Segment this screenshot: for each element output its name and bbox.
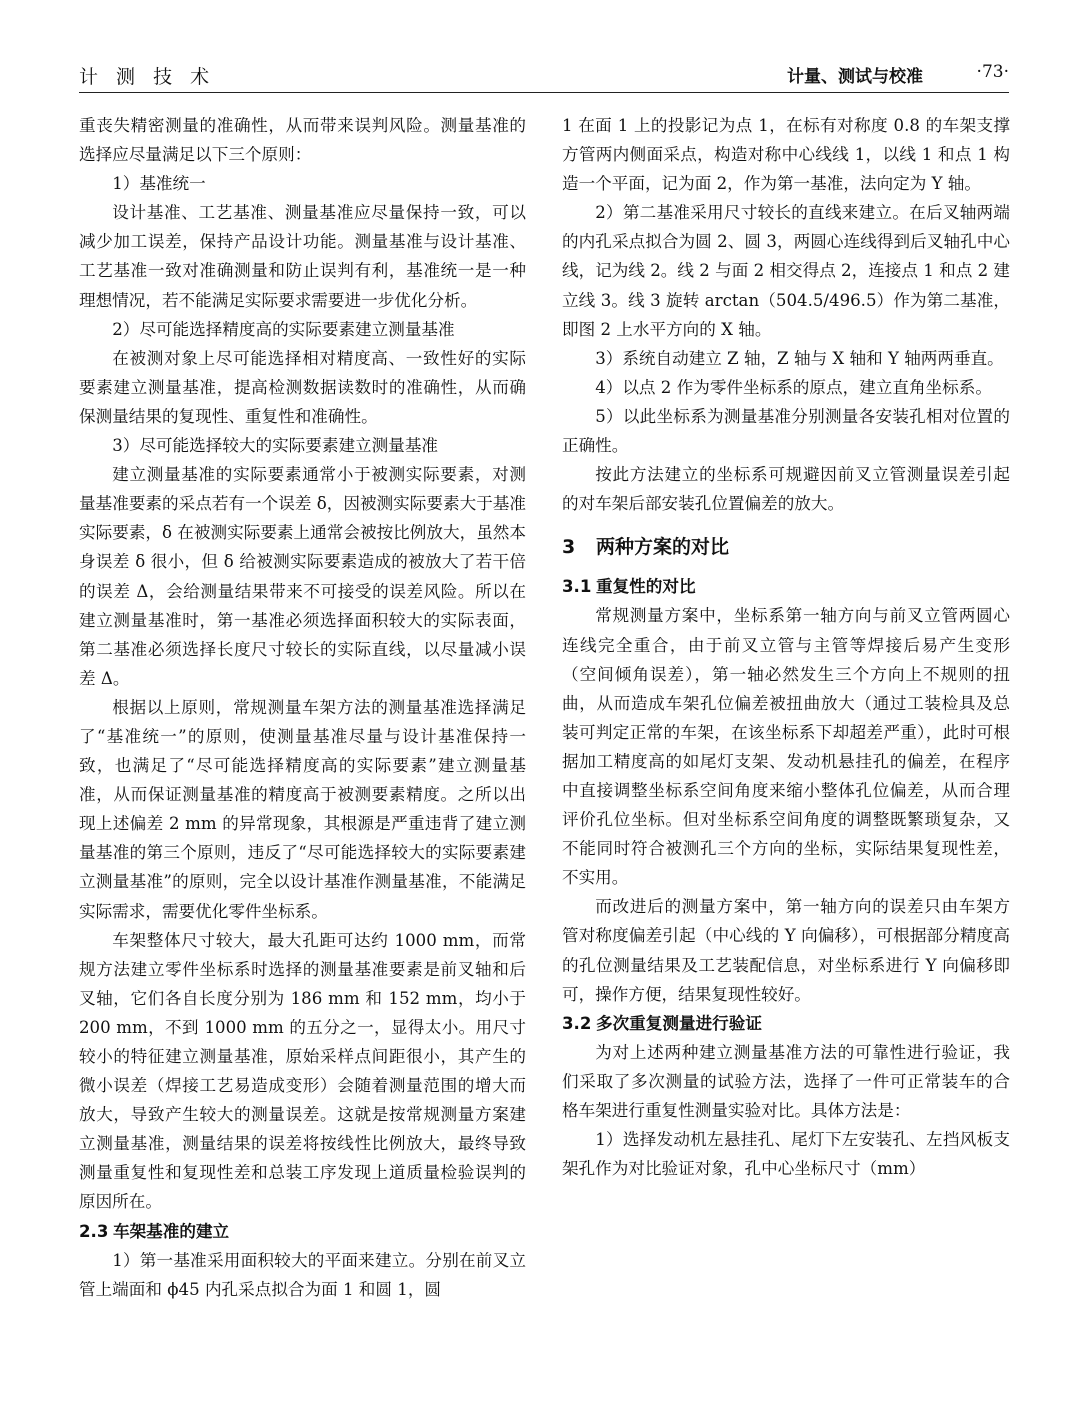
paragraph: 重丧失精密测量的准确性，从而带来误判风险。测量基准的选择应尽量满足以下三个原则：	[79, 116, 526, 165]
paragraph: 而改进后的测量方案中，第一轴方向的误差只由车架方管对称度偏差引起（中心线的 Y 向偏移），可根据部分精度高的孔位测量结果及工艺装配信息，对坐标系进行 Y 向偏移即可，操作方便，结果复现性较好。	[562, 897, 1010, 1004]
paragraph: 在被测对象上尽可能选择相对精度高、一致性好的实际要素建立测量基准，提高检测数据读数时的准确性，从而确保测量结果的复现性、重复性和准确性。	[79, 348, 526, 426]
paragraph: 车架整体尺寸较大，最大孔距可达约 1000 mm，而常规方法建立零件坐标系时选择的测量基准要素是前叉轴和后叉轴，它们各自长度分别为 186 mm 和 152 mm，均小于 200 mm，不到 1000 mm 的五分之一，显得太小。用尺寸较小的特征建立测量基准，原始采样点间距很小，其产生的微小误差（焊接工艺易造成变形）会随着测量范围的增大而放大，导致产生较大的测量误差。这就是按常规测量方案建立测量基准，测量结果的误差将按线性比例放大，最终导致测量重复性和复现性差和总装工序发现上道质量检验误判的原因所在。	[79, 930, 526, 1212]
subsection-heading	[562, 1009, 1010, 1038]
section-number: 3	[562, 536, 576, 559]
paragraph: 5）以此坐标系为测量基准分别测量各安装孔相对位置的正确性。	[562, 406, 1010, 456]
page-number: ·73·	[976, 62, 1009, 82]
paragraph: 常规测量方案中，坐标系第一轴方向与前叉立管两圆心连线完全重合，由于前叉立管与主管等焊接后易产生变形（空间倾角误差），第一轴必然发生三个方向上不规则的扭曲，从而造成车架孔位偏差被扭曲放大（通过工装检具及总装可判定正常的车架，在该坐标系下却超差严重），此时可根据加工精度高的如尾灯支架、发动机悬挂孔的偏差，在程序中直接调整坐标系空间角度来缩小整体孔位偏差，从而合理评价孔位坐标。但对坐标系空间角度的调整既繁琐复杂，又不能同时符合被测孔三个方向的坐标，实际结果复现性差，不实用。	[562, 606, 1010, 888]
paragraph: 为对上述两种建立测量基准方法的可靠性进行验证，我们采取了多次测量的试验方法，选择了一件可正常装车的合格车架进行重复性测量实验对比。具体方法是：	[562, 1042, 1010, 1120]
principle-heading: 2）尽可能选择精度高的实际要素建立测量基准	[112, 319, 455, 339]
paragraph: 2）第二基准采用尺寸较长的直线来建立。在后叉轴两端的内孔采点拟合为圆 2、圆 3，两圆心连线得到后叉轴孔中心线，记为线 2。线 2 与面 2 相交得点 2，连接点 1 和点 2 建立线 3。线 3 旋转 arctan（504.5/496.5）作为第二基准，即图 2 上水平方向的 X 轴。	[562, 203, 1010, 339]
left-column	[79, 111, 526, 1304]
subsection-title: 多次重复测量进行验证	[596, 1013, 762, 1033]
principle-heading: 3）尽可能选择较大的实际要素建立测量基准	[112, 436, 439, 456]
subsection-number: 2.3	[79, 1221, 109, 1241]
section-name: 计量、测试与校准	[787, 67, 923, 87]
paragraph: 按此方法建立的坐标系可规避因前叉立管测量误差引起的对车架后部安装孔位置偏差的放大。	[562, 465, 1010, 514]
paragraph: 3）系统自动建立 Z 轴，Z 轴与 X 轴和 Y 轴两两垂直。	[595, 348, 1004, 368]
right-column	[562, 111, 1010, 1183]
paragraph: 1）选择发动机左悬挂孔、尾灯下左安装孔、左挡风板支架孔作为对比验证对象，孔中心坐标尺寸（mm）	[562, 1130, 1010, 1179]
paragraph: 根据以上原则，常规测量车架方法的测量基准选择满足了“基准统一”的原则，使测量基准尽量与设计基准保持一致，也满足了“尽可能选择精度高的实际要素”建立测量基准，从而保证测量基准的精度高于被测要素精度。之所以出现上述偏差 2 mm 的异常现象，其根源是严重违背了建立测量基准的第三个原则，违反了“尽可能选择较大的实际要素建立测量基准”的原则，完全以设计基准作测量基准，不能满足实际需求，需要优化零件坐标系。	[79, 697, 526, 921]
running-header	[79, 60, 1009, 93]
paragraph: 1）第一基准采用面积较大的平面来建立。分别在前叉立管上端面和 ϕ45 内孔采点拟合为面 1 和圆 1，圆	[79, 1250, 526, 1299]
section-heading	[562, 532, 1010, 562]
journal-name: 计 测 技 术	[79, 66, 216, 88]
paragraph: 4）以点 2 作为零件坐标系的原点，建立直角坐标系。	[595, 377, 992, 397]
subsection-title: 重复性的对比	[596, 577, 696, 597]
subsection-number: 3.2	[562, 1013, 592, 1033]
paragraph: 建立测量基准的实际要素通常小于被测实际要素，对测量基准要素的采点若有一个误差 δ，因被测实际要素大于基准实际要素，δ 在被测实际要素上通常会被按比例放大，虽然本身误差 δ 很小，但 δ 给被测实际要素造成的被放大了若干倍的误差 Δ，会给测量结果带来不可接受的误差风险。所以在建立测量基准时，第一基准必须选择面积较大的实际表面，第二基准必须选择长度尺寸较长的实际直线，以尽量减小误差 Δ。	[79, 465, 526, 688]
principle-heading: 1）基准统一	[112, 174, 206, 194]
subsection-number: 3.1	[562, 577, 592, 597]
subsection-title: 车架基准的建立	[113, 1221, 230, 1241]
subsection-heading	[562, 572, 1010, 601]
section-heading-title: 两种方案的对比	[596, 536, 730, 559]
paragraph: 1 在面 1 上的投影记为点 1，在标有对称度 0.8 的车架支撑方管两内侧面采点，构造对称中心线线 1，以线 1 和点 1 构造一个平面，记为面 2，作为第一基准，法向定为 Y 轴。	[562, 116, 1010, 194]
subsection-heading	[79, 1217, 526, 1246]
paragraph: 设计基准、工艺基准、测量基准应尽量保持一致，可以减少加工误差，保持产品设计功能。测量基准与设计基准、工艺基准一致对准确测量和防止误判有利，基准统一是一种理想情况，若不能满足实际要求需要进一步优化分析。	[79, 203, 526, 310]
